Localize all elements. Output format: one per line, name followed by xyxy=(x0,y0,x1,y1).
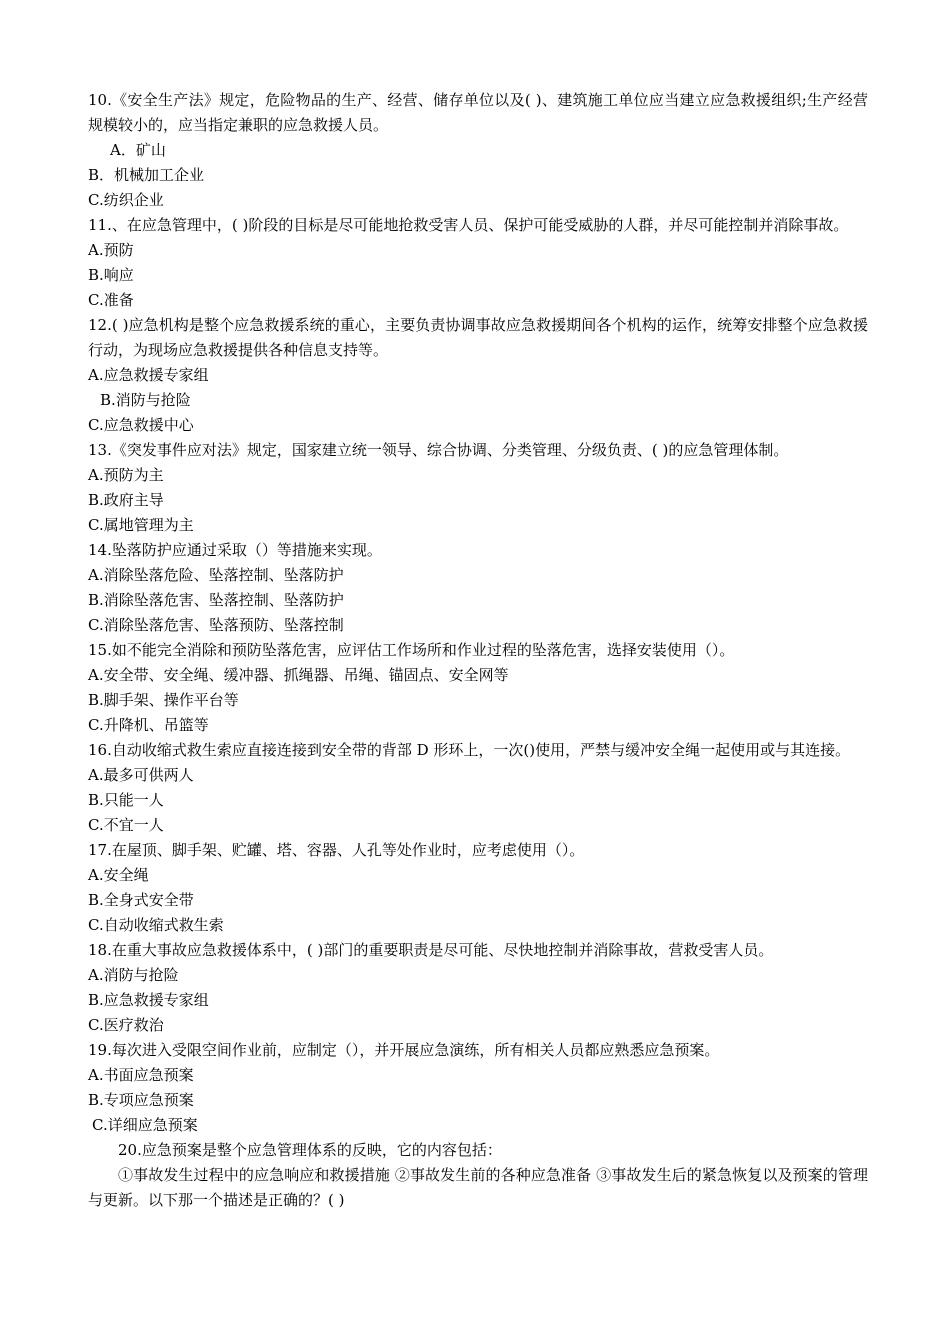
question-17-option-a: A.安全绳 xyxy=(88,866,149,884)
question-14-option-b: B.消除坠落危害、坠落控制、坠落防护 xyxy=(88,591,344,609)
question-19-option-c: C.详细应急预案 xyxy=(92,1116,198,1134)
question-15-option-a: A.安全带、安全绳、缓冲器、抓绳器、吊绳、锚固点、安全网等 xyxy=(88,666,509,684)
question-19-option-a: A.书面应急预案 xyxy=(88,1066,194,1084)
question-10-option-a: A．矿山 xyxy=(110,141,166,159)
question-16-stem: 16.自动收缩式救生索应直接连接到安全带的背部 D 形环上，一次()使用，严禁与缓冲安全绳一起使用或与其连接。 xyxy=(88,741,851,759)
question-11-option-b: B.响应 xyxy=(88,266,134,284)
question-14-stem: 14.坠落防护应通过采取（）等措施来实现。 xyxy=(88,541,382,559)
question-18-option-a: A.消防与抢险 xyxy=(88,966,179,984)
document-page xyxy=(88,88,868,1213)
question-20-stem: 20.应急预案是整个应急管理体系的反映，它的内容包括： xyxy=(118,1141,502,1159)
question-16-option-b: B.只能一人 xyxy=(88,791,164,809)
question-19-option-b: B.专项应急预案 xyxy=(88,1091,194,1109)
question-15-stem: 15.如不能完全消除和预防坠落危害，应评估工作场所和作业过程的坠落危害，选择安装使用（）。 xyxy=(88,641,735,659)
question-10-stem: 10.《安全生产法》规定，危险物品的生产、经营、储存单位以及( )、建筑施工单位应当建立应急救援组织;生产经营规模较小的，应当指定兼职的应急救援人员。 xyxy=(88,91,868,134)
question-12-stem: 12.( )应急机构是整个应急救援系统的重心，主要负责协调事故应急救援期间各个机构的运作，统筹安排整个应急救援行动，为现场应急救援提供各种信息支持等。 xyxy=(88,316,868,359)
question-12-option-c: C.应急救援中心 xyxy=(88,416,194,434)
question-20-detail: ①事故发生过程中的应急响应和救援措施 ②事故发生前的各种应急准备 ③事故发生后的紧急恢复以及预案的管理与更新。以下那一个描述是正确的？( ) xyxy=(88,1166,868,1209)
question-11-option-c: C.准备 xyxy=(88,291,134,309)
question-13-option-c: C.属地管理为主 xyxy=(88,516,194,534)
question-11-option-a: A.预防 xyxy=(88,241,134,259)
question-17-option-c: C.自动收缩式救生索 xyxy=(88,916,224,934)
question-11-stem: 11.、在应急管理中，( )阶段的目标是尽可能地抢救受害人员、保护可能受威胁的人群，并尽可能控制并消除事故。 xyxy=(88,216,849,234)
question-14-option-c: C.消除坠落危害、坠落预防、坠落控制 xyxy=(88,616,344,634)
question-17-option-b: B.全身式安全带 xyxy=(88,891,194,909)
question-12-option-b: B.消防与抢险 xyxy=(100,391,191,409)
question-13-stem: 13.《突发事件应对法》规定，国家建立统一领导、综合协调、分类管理、分级负责、( )的应急管理体制。 xyxy=(88,441,789,459)
question-13-option-b: B.政府主导 xyxy=(88,491,164,509)
question-16-option-c: C.不宜一人 xyxy=(88,816,164,834)
question-18-option-b: B.应急救援专家组 xyxy=(88,991,209,1009)
question-19-stem: 19.每次进入受限空间作业前，应制定（），并开展应急演练，所有相关人员都应熟悉应急预案。 xyxy=(88,1041,720,1059)
question-15-option-c: C.升降机、吊篮等 xyxy=(88,716,209,734)
question-13-option-a: A.预防为主 xyxy=(88,466,164,484)
question-10-option-c: C.纺织企业 xyxy=(88,191,164,209)
question-12-option-a: A.应急救援专家组 xyxy=(88,366,209,384)
question-10-option-b: B．机械加工企业 xyxy=(88,166,205,184)
question-17-stem: 17.在屋顶、脚手架、贮罐、塔、容器、人孔等处作业时，应考虑使用（）。 xyxy=(88,841,585,859)
question-14-option-a: A.消除坠落危险、坠落控制、坠落防护 xyxy=(88,566,344,584)
question-15-option-b: B.脚手架、操作平台等 xyxy=(88,691,239,709)
question-16-option-a: A.最多可供两人 xyxy=(88,766,194,784)
question-18-option-c: C.医疗救治 xyxy=(88,1016,164,1034)
question-18-stem: 18.在重大事故应急救援体系中，( )部门的重要职责是尽可能、尽快地控制并消除事故，营救受害人员。 xyxy=(88,941,774,959)
